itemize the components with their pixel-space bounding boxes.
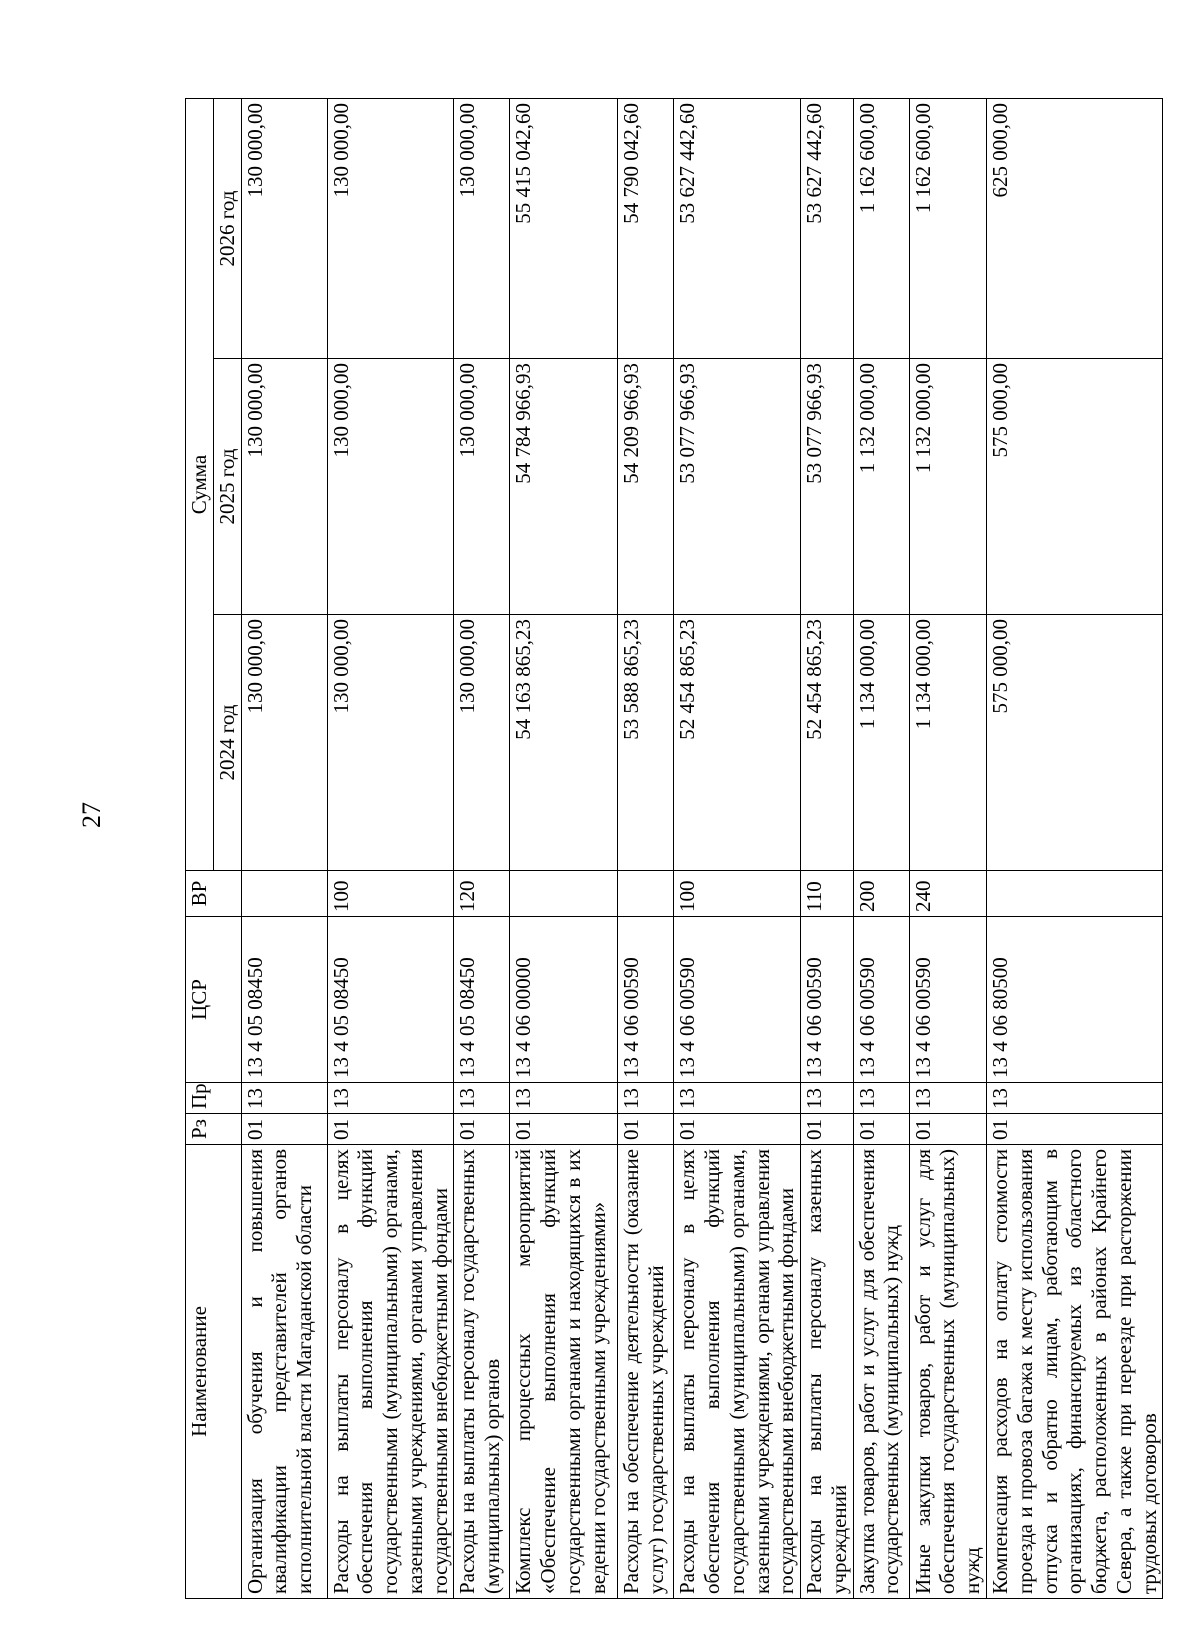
row-csr: 13 4 06 00590 xyxy=(853,917,909,1083)
table-row xyxy=(510,98,618,1598)
row-vr: 120 xyxy=(454,871,510,917)
table-row xyxy=(327,98,454,1598)
header-csr: ЦСР xyxy=(186,917,242,1083)
row-csr: 13 4 06 00590 xyxy=(801,917,854,1083)
row-vr: 100 xyxy=(674,871,801,917)
table-row xyxy=(618,98,674,1598)
row-2026: 130 000,00 xyxy=(454,98,510,358)
row-vr: 240 xyxy=(909,871,986,917)
row-rz: 01 xyxy=(454,1114,510,1145)
table-row xyxy=(987,98,1163,1598)
row-pr: 13 xyxy=(454,1083,510,1114)
budget-table xyxy=(185,98,1163,1599)
header-2025: 2025 год xyxy=(213,359,241,615)
row-rz: 01 xyxy=(909,1114,986,1145)
row-name: Комплекс процессных мероприятий «Обеспечение выполнения функций государственными органами и находящихся в их ведении государственными учреждениями» xyxy=(510,1145,618,1599)
row-csr: 13 4 05 08450 xyxy=(454,917,510,1083)
row-csr: 13 4 06 00000 xyxy=(510,917,618,1083)
table-row xyxy=(853,98,909,1598)
header-row-1 xyxy=(186,98,214,1598)
row-2024: 1 134 000,00 xyxy=(909,615,986,871)
row-csr: 13 4 06 80500 xyxy=(987,917,1163,1083)
row-2026: 1 162 600,00 xyxy=(853,98,909,358)
row-name: Закупка товаров, работ и услуг для обеспечения государственных (муниципальных) нужд xyxy=(853,1145,909,1599)
header-sum: Сумма xyxy=(186,98,214,870)
row-2025: 53 077 966,93 xyxy=(674,359,801,615)
row-rz: 01 xyxy=(987,1114,1163,1145)
row-rz: 01 xyxy=(853,1114,909,1145)
row-vr: 100 xyxy=(327,871,454,917)
row-pr: 13 xyxy=(327,1083,454,1114)
row-2026: 53 627 442,60 xyxy=(674,98,801,358)
table-row xyxy=(454,98,510,1598)
header-2024: 2024 год xyxy=(213,615,241,871)
row-2024: 130 000,00 xyxy=(241,615,327,871)
row-pr: 13 xyxy=(853,1083,909,1114)
row-2026: 1 162 600,00 xyxy=(909,98,986,358)
header-rz: Рз xyxy=(186,1114,242,1145)
row-2024: 53 588 865,23 xyxy=(618,615,674,871)
row-rz: 01 xyxy=(327,1114,454,1145)
row-2024: 52 454 865,23 xyxy=(674,615,801,871)
row-rz: 01 xyxy=(801,1114,854,1145)
row-2024: 52 454 865,23 xyxy=(801,615,854,871)
row-vr xyxy=(241,871,327,917)
row-name: Расходы на выплаты персоналу в целях обеспечения выполнения функций государственными (муниципальными) органами, казенными учреждениями, органами управления государственными внебюджетными фондами xyxy=(327,1145,454,1599)
row-2025: 130 000,00 xyxy=(327,359,454,615)
row-2024: 130 000,00 xyxy=(327,615,454,871)
row-rz: 01 xyxy=(618,1114,674,1145)
row-csr: 13 4 06 00590 xyxy=(618,917,674,1083)
row-name: Расходы на выплаты персоналу казенных учреждений xyxy=(801,1145,854,1599)
table-row xyxy=(241,98,327,1598)
row-rz: 01 xyxy=(241,1114,327,1145)
header-name: Наименование xyxy=(186,1145,242,1599)
row-2026: 130 000,00 xyxy=(241,98,327,358)
row-2025: 53 077 966,93 xyxy=(801,359,854,615)
row-2025: 1 132 000,00 xyxy=(853,359,909,615)
row-name: Иные закупки товаров, работ и услуг для обеспечения государственных (муниципальных) нужд xyxy=(909,1145,986,1599)
row-csr: 13 4 06 00590 xyxy=(909,917,986,1083)
row-pr: 13 xyxy=(618,1083,674,1114)
row-rz: 01 xyxy=(510,1114,618,1145)
header-2026: 2026 год xyxy=(213,98,241,358)
row-2025: 54 784 966,93 xyxy=(510,359,618,615)
header-vr: ВР xyxy=(186,871,242,917)
row-name: Расходы на выплаты персоналу в целях обеспечения выполнения функций государственными (муниципальными) органами, казенными учреждениями, органами управления государственными внебюджетными фондами xyxy=(674,1145,801,1599)
row-vr: 110 xyxy=(801,871,854,917)
row-2024: 54 163 865,23 xyxy=(510,615,618,871)
header-pr: Пр xyxy=(186,1083,242,1114)
row-vr xyxy=(510,871,618,917)
row-2025: 130 000,00 xyxy=(241,359,327,615)
row-csr: 13 4 06 00590 xyxy=(674,917,801,1083)
row-2025: 1 132 000,00 xyxy=(909,359,986,615)
row-pr: 13 xyxy=(510,1083,618,1114)
row-2026: 130 000,00 xyxy=(327,98,454,358)
row-2025: 54 209 966,93 xyxy=(618,359,674,615)
row-name: Компенсация расходов на оплату стоимости проезда и провоза багажа к месту использования отпуска и обратно лицам, работающим в организациях, финансируемых из областного бюджета, расположенных в районах Крайнего Севера, а также при переезде при расторжении трудовых договоров xyxy=(987,1145,1163,1599)
row-vr: 200 xyxy=(853,871,909,917)
table-row xyxy=(801,98,854,1598)
row-pr: 13 xyxy=(674,1083,801,1114)
row-2026: 625 000,00 xyxy=(987,98,1163,358)
row-vr xyxy=(987,871,1163,917)
row-name: Расходы на обеспечение деятельности (оказание услуг) государственных учреждений xyxy=(618,1145,674,1599)
row-2026: 54 790 042,60 xyxy=(618,98,674,358)
row-2024: 130 000,00 xyxy=(454,615,510,871)
row-2026: 53 627 442,60 xyxy=(801,98,854,358)
row-vr xyxy=(618,871,674,917)
row-pr: 13 xyxy=(241,1083,327,1114)
table-row xyxy=(674,98,801,1598)
page-number: 27 xyxy=(77,802,106,828)
rotated-page-content xyxy=(185,99,1161,1599)
row-2024: 1 134 000,00 xyxy=(853,615,909,871)
row-pr: 13 xyxy=(987,1083,1163,1114)
row-csr: 13 4 05 08450 xyxy=(327,917,454,1083)
row-name: Организация обучения и повышения квалификации представителей органов исполнительной власти Магаданской области xyxy=(241,1145,327,1599)
row-2024: 575 000,00 xyxy=(987,615,1163,871)
row-rz: 01 xyxy=(674,1114,801,1145)
row-2025: 130 000,00 xyxy=(454,359,510,615)
row-name: Расходы на выплаты персоналу государственных (муниципальных) органов xyxy=(454,1145,510,1599)
row-pr: 13 xyxy=(909,1083,986,1114)
row-pr: 13 xyxy=(801,1083,854,1114)
row-csr: 13 4 05 08450 xyxy=(241,917,327,1083)
row-2026: 55 415 042,60 xyxy=(510,98,618,358)
table-row xyxy=(909,98,986,1598)
row-2025: 575 000,00 xyxy=(987,359,1163,615)
